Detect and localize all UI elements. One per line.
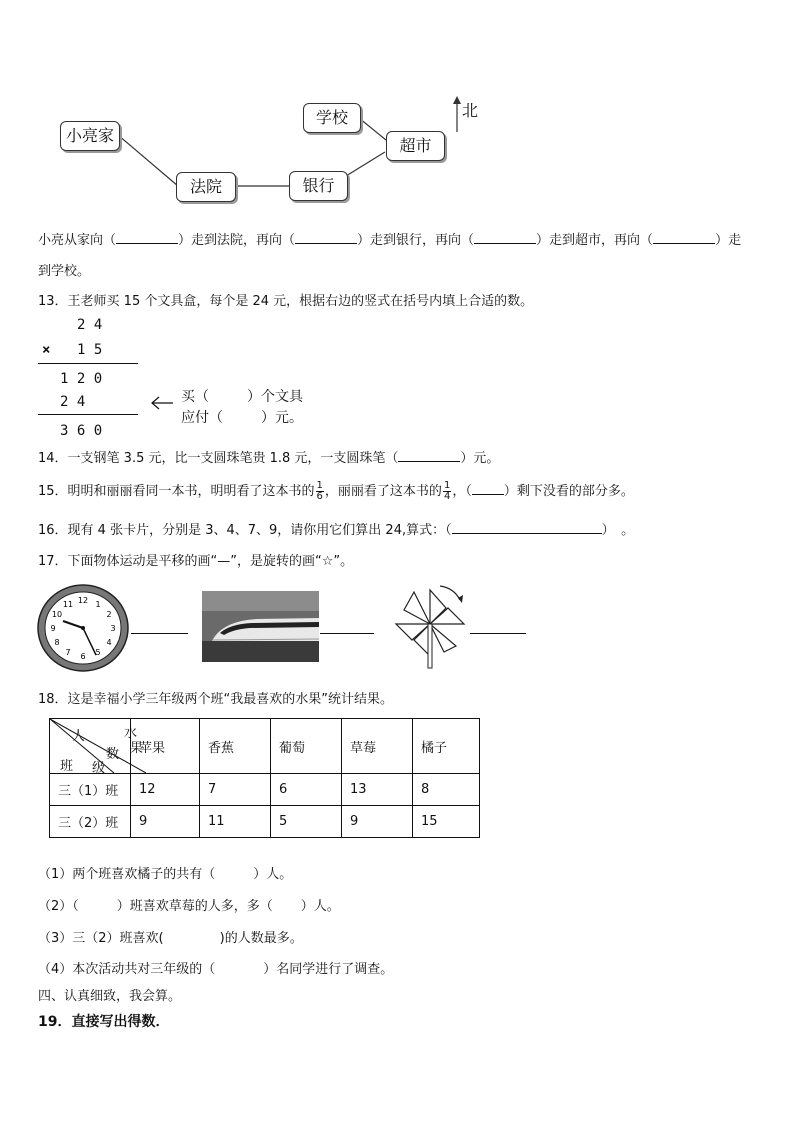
- fruit-table: [49, 718, 480, 838]
- mult-line-2: [38, 414, 138, 415]
- place-market: 超市: [386, 131, 445, 161]
- mult-row-5: 3 6 0: [60, 423, 103, 439]
- table-header-row: [50, 719, 480, 774]
- q12-line1: [38, 229, 741, 248]
- q12-part4: ）走到超市，再向（: [536, 233, 654, 248]
- q18-sub1-a: （1）两个班喜欢橘子的共有（: [38, 867, 216, 882]
- clock-numeral: 4: [106, 638, 112, 647]
- q18-sub4: [38, 958, 393, 977]
- q17-text: 17．下面物体运动是平移的画“—”，是旋转的画“☆”。: [38, 554, 354, 569]
- q13-note1-a: 买（: [181, 389, 209, 405]
- q12-part2: ）走到法院，再向（: [178, 233, 296, 248]
- clock-numeral: 10: [51, 610, 63, 619]
- q15-c: ，（: [452, 484, 472, 499]
- north-arrow-head: [453, 96, 461, 104]
- q15-text: [38, 480, 634, 502]
- train-photo: [202, 591, 319, 662]
- clock-numeral: 11: [62, 599, 74, 609]
- q13-note2: [181, 407, 303, 427]
- col-header-orange: 橘子: [413, 719, 480, 774]
- q18-sub2: [38, 895, 340, 914]
- q16-text: [38, 519, 634, 538]
- q13-note1-b: ）个文具: [247, 389, 303, 405]
- answer-blank[interactable]: [472, 483, 504, 495]
- corner-guo: 果: [130, 741, 144, 756]
- fraction-one-quarter: [443, 481, 451, 502]
- section-four-heading: 四、认真细致，我会算。: [38, 989, 182, 1004]
- table-cell: 15: [413, 806, 480, 838]
- frac-den: 6: [316, 491, 323, 502]
- table-cell: 5: [271, 806, 342, 838]
- mult-line-1: [38, 363, 138, 364]
- answer-line-clock[interactable]: [131, 633, 188, 634]
- q15-a: 15．明明和丽丽看同一本书，明明看了这本书的: [38, 484, 315, 499]
- place-court: 法院: [176, 172, 236, 202]
- answer-line-train[interactable]: [320, 633, 374, 634]
- q18-sub2-a: （2）（: [38, 899, 79, 914]
- clock-icon: [36, 583, 130, 673]
- q18-sub4-a: （4）本次活动共对三年级的（: [38, 962, 216, 977]
- mult-row-3: 1 2 0: [60, 371, 103, 387]
- answer-blank[interactable]: [116, 232, 178, 244]
- q18-sub3-b: )的人数最多。: [219, 931, 303, 946]
- clock-numeral: 2: [106, 610, 112, 619]
- clock-numeral: 9: [50, 624, 56, 633]
- q18-sub2-c: ）人。: [300, 899, 340, 914]
- answer-blank[interactable]: [474, 232, 536, 244]
- route-home-court: [118, 135, 178, 186]
- clock-numeral: 5: [95, 648, 101, 658]
- q18-text: 18．这是幸福小学三年级两个班“我最喜欢的水果”统计结果。: [38, 692, 394, 707]
- q14-text: [38, 447, 499, 466]
- q15-d: ）剩下没看的部分多。: [503, 484, 634, 499]
- route-map: [0, 0, 794, 215]
- answer-blank[interactable]: [653, 232, 715, 244]
- pinwheel-icon: [392, 580, 468, 670]
- q13-note1: [181, 386, 303, 406]
- q16-b: ） 。: [601, 523, 635, 538]
- times-sign: ×: [42, 342, 51, 358]
- place-home: 小亮家: [60, 121, 120, 151]
- clock-numeral: 8: [54, 638, 60, 647]
- mult-row-2: 1 5: [77, 342, 103, 358]
- q18-sub3: [38, 927, 303, 946]
- corner-shui: 水: [124, 726, 138, 741]
- table-cell: 6: [271, 774, 342, 806]
- q13-text: 13．王老师买 15 个文具盒，每个是 24 元，根据右边的竖式在括号内填上合适的数。: [38, 294, 534, 309]
- table-corner-cell: [50, 719, 144, 776]
- arrow-left-icon: [150, 396, 174, 410]
- mult-row-1: 2 4: [77, 317, 103, 333]
- q18-sub1: [38, 863, 292, 882]
- answer-line-pinwheel[interactable]: [470, 633, 526, 634]
- q18-sub3-a: （3）三（2）班喜欢(: [38, 931, 164, 946]
- table-cell: 11: [200, 806, 271, 838]
- q13-note2-b: ）元。: [261, 410, 303, 426]
- clock-numeral: 3: [110, 624, 116, 633]
- corner-ren: 人: [72, 729, 86, 744]
- row-label: 三（2）班: [50, 806, 131, 838]
- clock-numeral: 12: [77, 596, 89, 605]
- north-label: 北: [462, 101, 479, 120]
- q13-note2-a: 应付（: [181, 410, 223, 426]
- table-row: [50, 774, 480, 806]
- mult-row-4: 2 4: [60, 394, 86, 410]
- answer-blank[interactable]: [398, 450, 460, 462]
- col-header-strawberry: 草莓: [342, 719, 413, 774]
- q18-sub2-b: ）班喜欢草莓的人多，多（: [116, 899, 273, 914]
- q18-sub1-b: ）人。: [253, 867, 293, 882]
- col-header-banana: 香蕉: [200, 719, 271, 774]
- q15-b: ，丽丽看了这本书的: [324, 484, 442, 499]
- q12-part3: ）走到银行，再向（: [357, 233, 475, 248]
- q12-line2: 到学校。: [38, 264, 91, 279]
- table-cell: 9: [131, 806, 200, 838]
- row-label: 三（1）班: [50, 774, 131, 806]
- q14-b: ）元。: [460, 451, 500, 466]
- table-cell: 13: [342, 774, 413, 806]
- route-school-market: [359, 118, 386, 140]
- frac-num: 1: [316, 480, 323, 491]
- corner-ban: 班: [60, 759, 74, 774]
- route-bank-market: [346, 152, 385, 176]
- q12-part5: ）走: [715, 233, 742, 248]
- frac-den: 4: [443, 491, 451, 502]
- fraction-one-sixth: [316, 481, 324, 502]
- table-row: [50, 806, 480, 838]
- q14-a: 14．一支钢笔 3.5 元，比一支圆珠笔贵 1.8 元，一支圆珠笔（: [38, 451, 399, 466]
- q19-text: 19．直接写出得数．: [38, 1014, 170, 1030]
- table-cell: 9: [342, 806, 413, 838]
- table-cell: 7: [200, 774, 271, 806]
- answer-blank[interactable]: [295, 232, 357, 244]
- place-bank: 银行: [289, 171, 348, 201]
- clock-numeral: 6: [80, 652, 86, 661]
- q18-sub4-b: ）名同学进行了调查。: [263, 962, 394, 977]
- q12-part1: 小亮从家向（: [38, 233, 117, 248]
- table-cell: 12: [131, 774, 200, 806]
- corner-ji: 级: [92, 761, 106, 776]
- table-cell: 8: [413, 774, 480, 806]
- clock-numeral: 7: [65, 648, 71, 658]
- q16-a: 16．现有 4 张卡片，分别是 3、4、7、9，请你用它们算出 24,算式：（: [38, 523, 452, 538]
- place-school: 学校: [303, 103, 361, 133]
- clock-numeral: 1: [95, 599, 101, 609]
- col-header-grape: 葡萄: [271, 719, 342, 774]
- answer-blank[interactable]: [452, 522, 602, 534]
- corner-shu: 数: [106, 747, 120, 762]
- col-header-apple: 苹果: [131, 719, 200, 774]
- frac-num: 1: [443, 480, 451, 491]
